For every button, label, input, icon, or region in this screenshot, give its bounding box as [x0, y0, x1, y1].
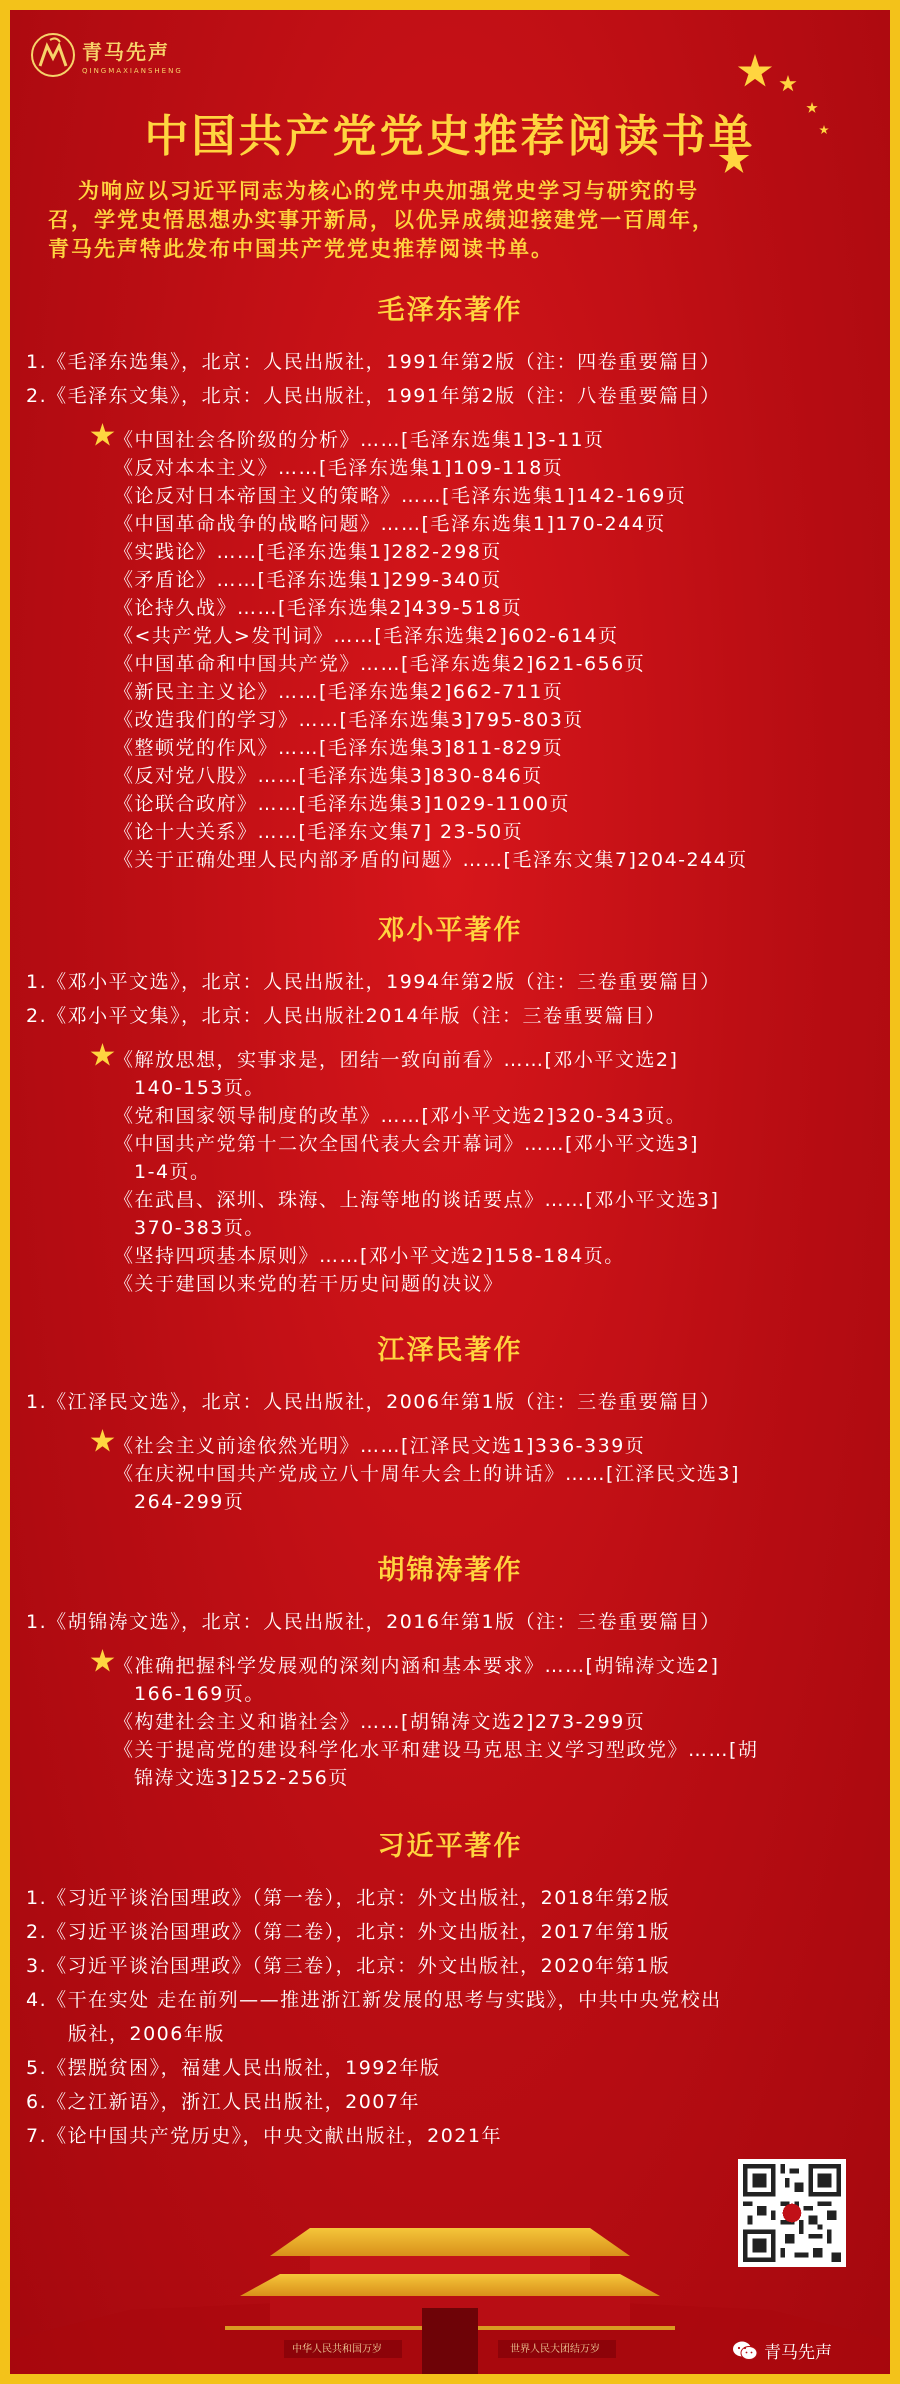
article-item: 《矛盾论》……[毛泽东选集1]299-340页	[114, 569, 502, 591]
article-item: 《改造我们的学习》……[毛泽东选集3]795-803页	[114, 709, 584, 731]
article-item: 264-299页	[134, 1491, 245, 1513]
book-item: 4.《干在实处 走在前列——推进浙江新发展的思考与实践》，中共中央党校出	[26, 1989, 722, 2011]
article-item: 《论联合政府》……[毛泽东选集3]1029-1100页	[114, 793, 570, 815]
intro-line: 为响应以习近平同志为核心的党中央加强党史学习与研究的号	[78, 179, 699, 203]
article-item: 《反对党八股》……[毛泽东选集3]830-846页	[114, 765, 543, 787]
article-item: 《中国共产党第十二次全国代表大会开幕词》……[邓小平文选3]	[114, 1133, 699, 1155]
star-icon	[90, 423, 115, 448]
article-item: 166-169页。	[134, 1683, 265, 1705]
article-item: 《关于正确处理人民内部矛盾的问题》……[毛泽东文集7]204-244页	[114, 849, 748, 871]
section-heading-hu: 胡锦涛著作	[377, 1555, 523, 1586]
section-heading-deng: 邓小平著作	[377, 915, 523, 946]
book-item: 1.《邓小平文选》，北京：人民出版社，1994年第2版（注：三卷重要篇目）	[26, 971, 721, 993]
intro-line: 青马先声特此发布中国共产党党史推荐阅读书单。	[48, 237, 554, 261]
article-item: 锦涛文选3]252-256页	[134, 1767, 349, 1789]
article-item: 《论持久战》……[毛泽东选集2]439-518页	[114, 597, 523, 619]
horse-logo-icon	[30, 32, 76, 78]
article-item: 《社会主义前途依然光明》……[江泽民文选1]336-339页	[114, 1435, 646, 1457]
article-item: 《准确把握科学发展观的深刻内涵和基本要求》……[胡锦涛文选2]	[114, 1655, 720, 1677]
wechat-icon	[732, 2340, 758, 2362]
article-item: 《关于提高党的建设科学化水平和建设马克思主义学习型政党》……[胡	[114, 1739, 759, 1761]
article-item: 《实践论》……[毛泽东选集1]282-298页	[114, 541, 502, 563]
qr-code-icon	[743, 2164, 841, 2262]
book-item: 1.《江泽民文选》，北京：人民出版社，2006年第1版（注：三卷重要篇目）	[26, 1391, 721, 1413]
intro-paragraph	[48, 177, 868, 264]
section-heading-mao: 毛泽东著作	[377, 295, 523, 326]
article-item: 《在庆祝中国共产党成立八十周年大会上的讲话》……[江泽民文选3]	[114, 1463, 740, 1485]
section-heading-jiang: 江泽民著作	[377, 1335, 523, 1366]
page-title: 中国共产党党史推荐阅读书单	[144, 111, 756, 162]
article-item: 《整顿党的作风》……[毛泽东选集3]811-829页	[114, 737, 564, 759]
poster	[10, 10, 890, 2374]
article-item: 《中国社会各阶级的分析》……[毛泽东选集1]3-11页	[114, 429, 605, 451]
article-item: 《<共产党人>发刊词》……[毛泽东选集2]602-614页	[114, 625, 619, 647]
book-item: 3.《习近平谈治国理政》（第三卷），北京：外文出版社，2020年第1版	[26, 1955, 671, 1977]
book-item: 1.《毛泽东选集》，北京：人民出版社，1991年第2版（注：四卷重要篇目）	[26, 351, 721, 373]
star-icon	[90, 1429, 115, 1454]
article-item: 1-4页。	[134, 1161, 211, 1183]
article-item: 《新民主主义论》……[毛泽东选集2]662-711页	[114, 681, 564, 703]
book-item: 5.《摆脱贫困》，福建人民出版社，1992年版	[26, 2057, 441, 2079]
article-item: 140-153页。	[134, 1077, 265, 1099]
brand-name: 青马先声	[82, 39, 170, 64]
article-item: 《论反对日本帝国主义的策略》……[毛泽东选集1]142-169页	[114, 485, 687, 507]
article-item: 《坚持四项基本原则》……[邓小平文选2]158-184页。	[114, 1245, 625, 1267]
banner-right: 世界人民大团结万岁	[510, 2344, 600, 2355]
article-item: 《论十大关系》……[毛泽东文集7] 23-50页	[114, 821, 524, 843]
book-item: 6.《之江新语》，浙江人民出版社，2007年	[26, 2091, 420, 2113]
banner-left: 中华人民共和国万岁	[292, 2344, 382, 2355]
wechat-account-name: 青马先声	[764, 2343, 832, 2363]
book-item: 1.《习近平谈治国理政》（第一卷），北京：外文出版社，2018年第2版	[26, 1887, 671, 1909]
qr-code[interactable]	[738, 2159, 846, 2267]
article-item: 《关于建国以来党的若干历史问题的决议》	[114, 1273, 504, 1295]
brand-subtitle: QINGMAXIANSHENG	[82, 66, 183, 75]
star-icon	[90, 1043, 115, 1068]
book-item: 1.《胡锦涛文选》，北京：人民出版社，2016年第1版（注：三卷重要篇目）	[26, 1611, 721, 1633]
book-item: 2.《毛泽东文集》，北京：人民出版社，1991年第2版（注：八卷重要篇目）	[26, 385, 721, 407]
book-item: 7.《论中国共产党历史》，中央文献出版社，2021年	[26, 2125, 502, 2147]
article-item: 《中国革命和中国共产党》……[毛泽东选集2]621-656页	[114, 653, 646, 675]
article-item: 《在武昌、深圳、珠海、上海等地的谈话要点》……[邓小平文选3]	[114, 1189, 720, 1211]
intro-line: 召，学党史悟思想办实事开新局，以优异成绩迎接建党一百周年，	[48, 208, 715, 232]
article-item: 370-383页。	[134, 1217, 265, 1239]
article-item: 《解放思想，实事求是，团结一致向前看》……[邓小平文选2]	[114, 1049, 679, 1071]
star-icon	[90, 1649, 115, 1674]
section-heading-xi: 习近平著作	[377, 1831, 523, 1862]
article-item: 《构建社会主义和谐社会》……[胡锦涛文选2]273-299页	[114, 1711, 646, 1733]
article-item: 《反对本本主义》……[毛泽东选集1]109-118页	[114, 457, 564, 479]
book-item: 版社，2006年版	[68, 2023, 225, 2045]
article-item: 《党和国家领导制度的改革》……[邓小平文选2]320-343页。	[114, 1105, 687, 1127]
brand-logo	[30, 32, 183, 78]
article-item: 《中国革命战争的战略问题》……[毛泽东选集1]170-244页	[114, 513, 666, 535]
wechat-account[interactable]	[732, 2338, 832, 2363]
book-item: 2.《习近平谈治国理政》（第二卷），北京：外文出版社，2017年第1版	[26, 1921, 671, 1943]
book-item: 2.《邓小平文集》，北京：人民出版社2014年版（注：三卷重要篇目）	[26, 1005, 666, 1027]
